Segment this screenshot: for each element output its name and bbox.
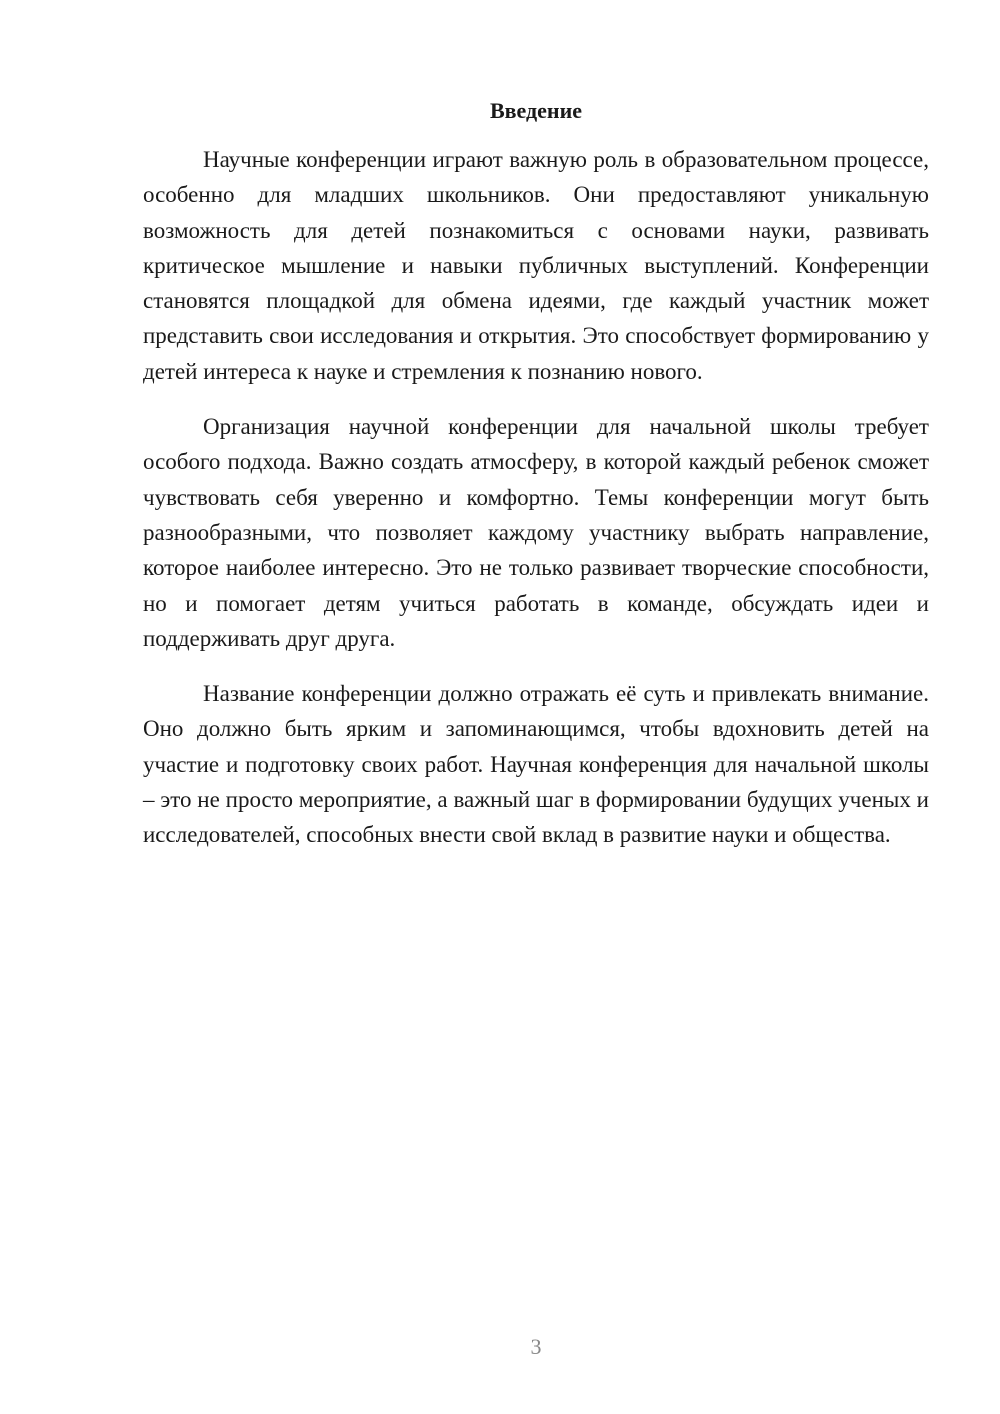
body-text bbox=[143, 142, 929, 873]
paragraph-3: Название конференции должно отражать её суть и привлекать внимание. Оно должно быть ярким и запоминающимся, чтобы вдохновить детей на участие и подготовку своих работ. Научная конференция для начальной школы – это не просто мероприятие, а важный шаг в формировании будущих ученых и исследователей, способных внести свой вклад в развитие науки и общества. bbox=[143, 681, 929, 848]
paragraph-2: Организация научной конференции для начальной школы требует особого подхода. Важно создать атмосферу, в которой каждый ребенок сможет чувствовать себя уверенно и комфортно. Темы конференции могут быть разнообразными, что позволяет каждому участнику выбрать направление, которое наиболее интересно. Это не только развивает творческие способности, но и помогает детям учиться работать в команде, обсуждать идеи и поддерживать друг друга. bbox=[143, 414, 929, 651]
page-number: 3 bbox=[530, 1334, 542, 1359]
paragraph-1: Научные конференции играют важную роль в образовательном процессе, особенно для младших школьников. Они предоставляют уникальную возможность для детей познакомиться с основами науки, развивать критическое мышление и навыки публичных выступлений. Конференции становятся площадкой для обмена идеями, где каждый участник может представить свои исследования и открытия. Это способствует формированию у детей интереса к науке и стремления к познанию нового. bbox=[143, 147, 929, 384]
page-title: Введение bbox=[489, 98, 583, 123]
